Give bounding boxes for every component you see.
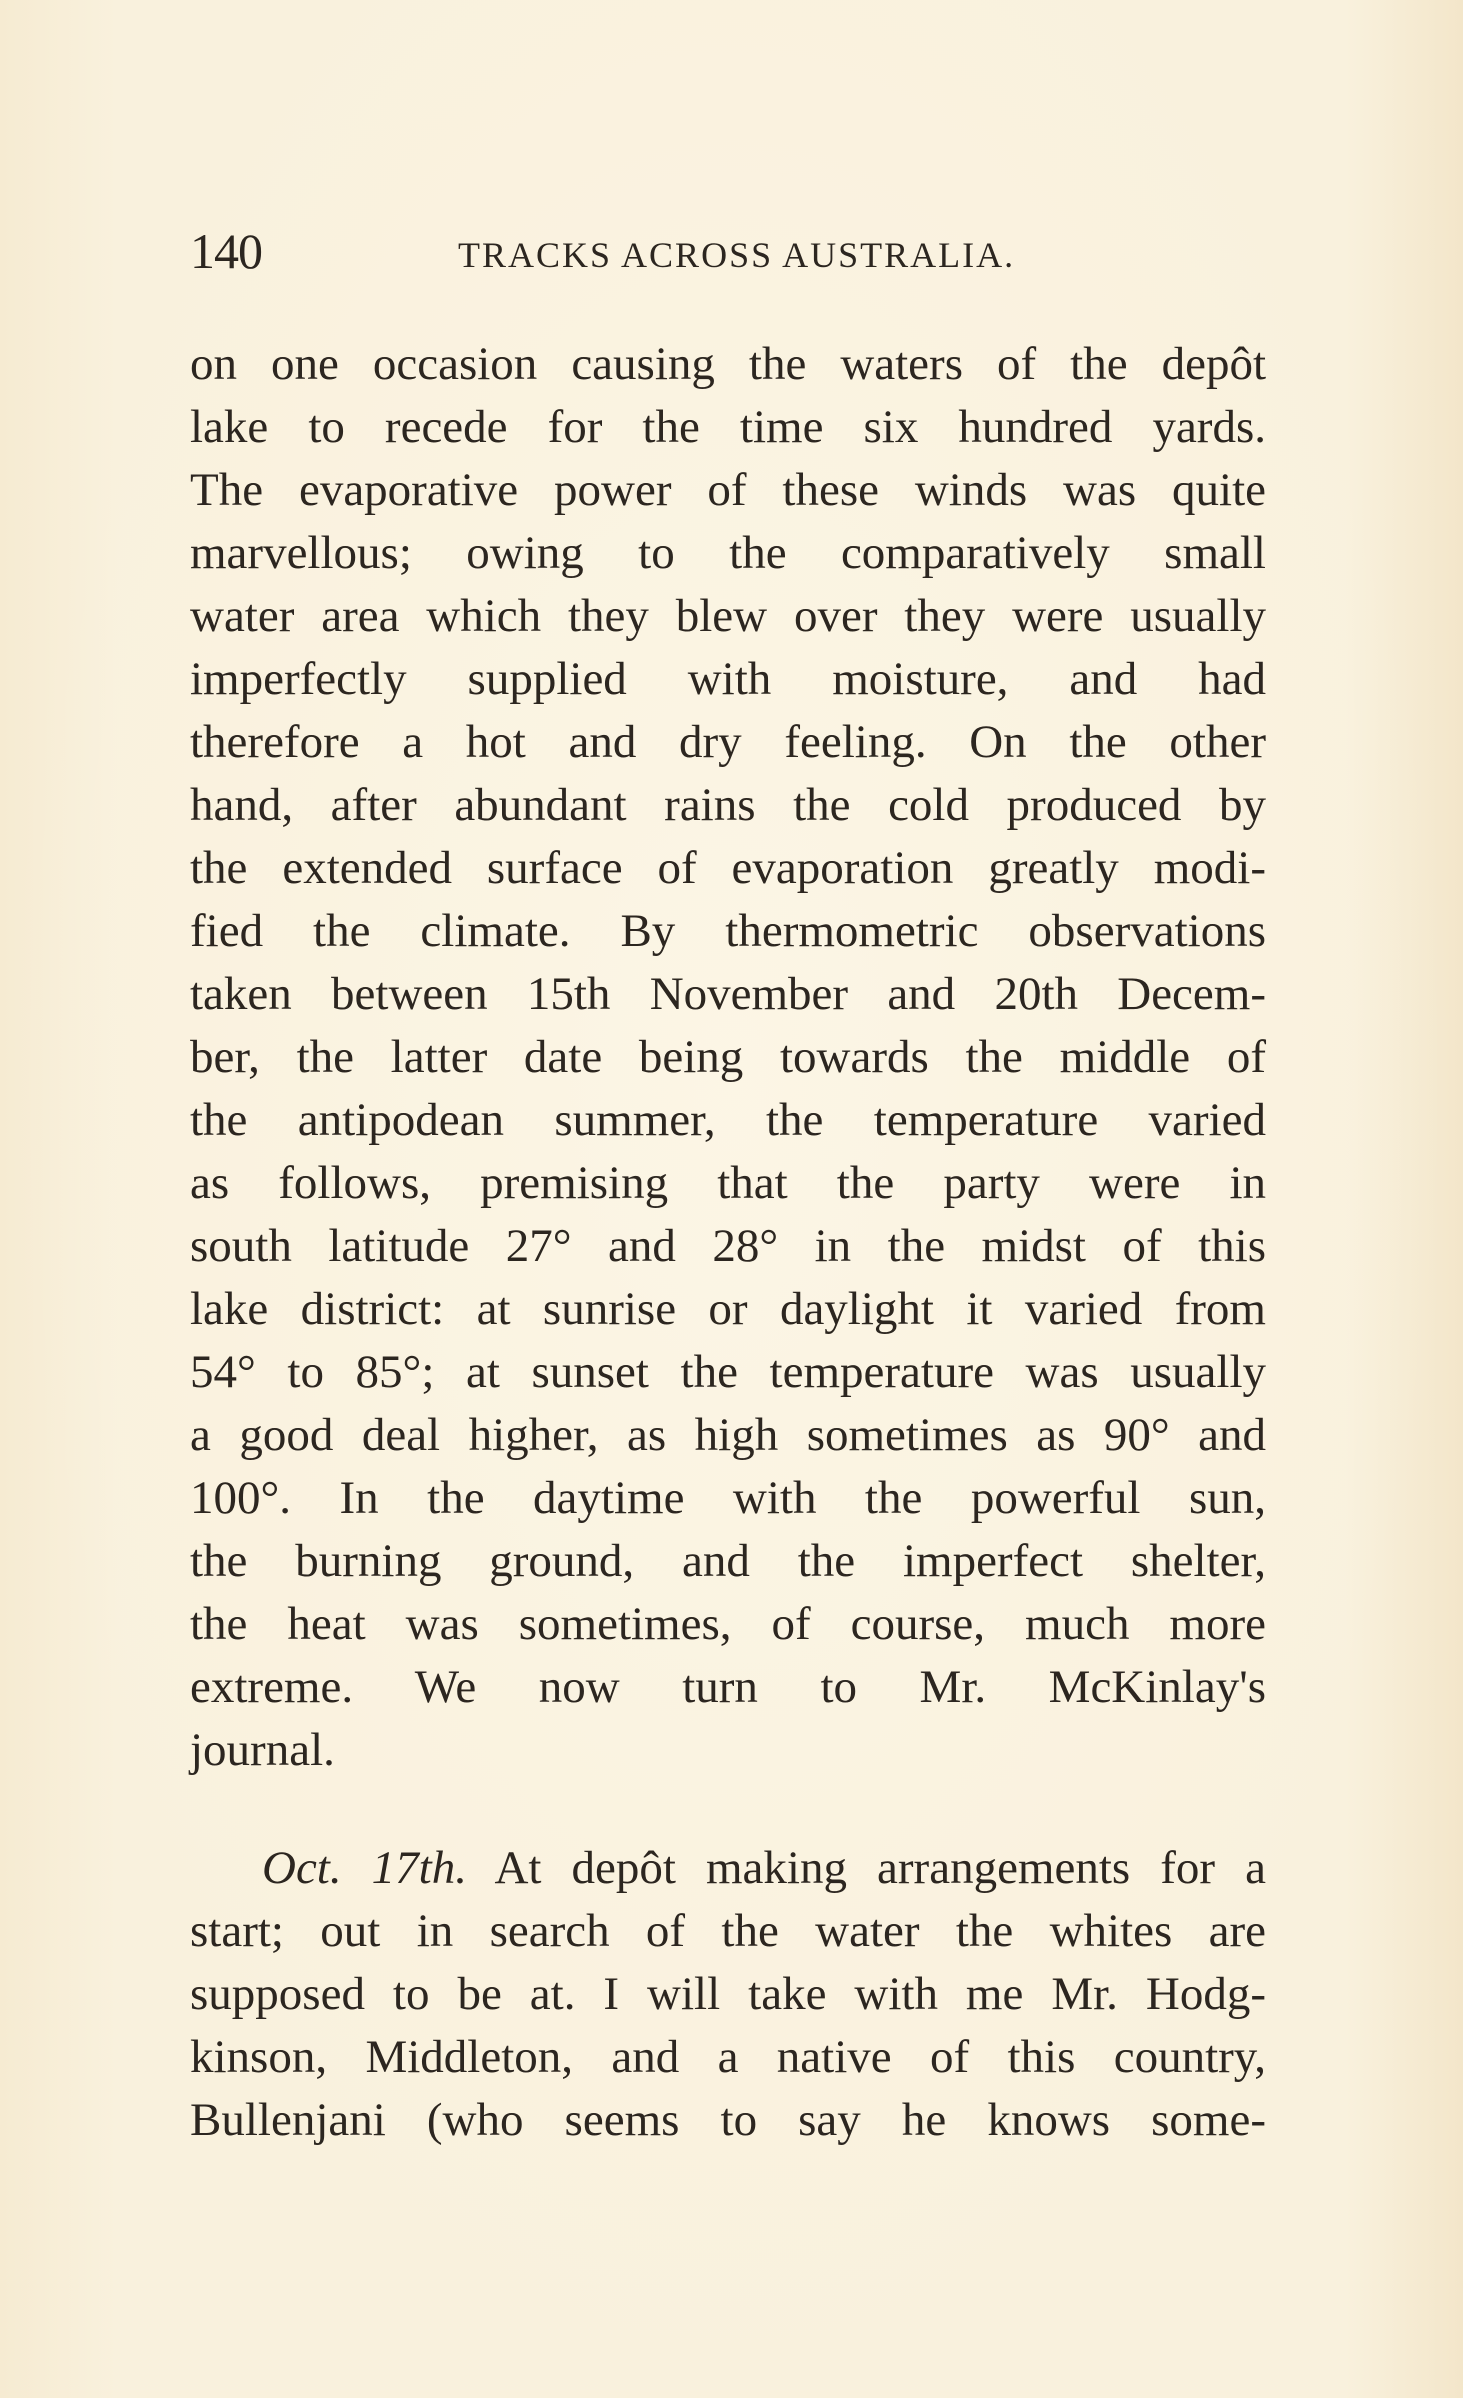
paragraph-2 <box>190 1837 1266 2152</box>
paragraph-line: taken between 15th November and 20th Decem- <box>190 968 1266 1020</box>
paragraph-line: ber, the latter date being towards the middle of <box>190 1031 1266 1083</box>
paragraph-line: a good deal higher, as high sometimes as 90° and <box>190 1409 1266 1461</box>
paragraph-line: as follows, premising that the party were in <box>190 1157 1266 1209</box>
paragraph-line: marvellous; owing to the comparatively small <box>190 527 1266 579</box>
paragraph-line: The evaporative power of these winds was quite <box>190 464 1266 516</box>
paragraph-line: 100°. In the daytime with the powerful sun, <box>190 1472 1266 1524</box>
paragraph-line: fied the climate. By thermometric observations <box>190 905 1266 957</box>
paragraph-line: the antipodean summer, the temperature varied <box>190 1094 1266 1146</box>
paragraph-line: water area which they blew over they were usually <box>190 590 1266 642</box>
paragraph-line: the extended surface of evaporation greatly modi- <box>190 842 1266 894</box>
paragraph-line: the burning ground, and the imperfect shelter, <box>190 1535 1266 1587</box>
paragraph-line: south latitude 27° and 28° in the midst of this <box>190 1220 1266 1272</box>
running-title: TRACKS ACROSS AUSTRALIA. <box>458 235 1016 275</box>
paragraph-line: on one occasion causing the waters of the depôt <box>190 338 1266 390</box>
paragraph-line: imperfectly supplied with moisture, and had <box>190 653 1266 705</box>
paragraph-line: extreme. We now turn to Mr. McKinlay's <box>190 1661 1266 1713</box>
paragraph-line: journal. <box>190 1724 335 1776</box>
paragraph-line: therefore a hot and dry feeling. On the other <box>190 716 1266 768</box>
paragraph-line: start; out in search of the water the whites are <box>190 1905 1266 1957</box>
paragraph-gap <box>190 1782 1266 1837</box>
paragraph-line <box>190 1837 1266 1900</box>
paragraph-line: lake district: at sunrise or daylight it varied from <box>190 1283 1266 1335</box>
date-line-text: At depôt making arrangements for a <box>466 1842 1266 1894</box>
date-label: Oct. 17th. <box>262 1842 467 1894</box>
paragraph-line: Bullenjani (who seems to say he knows some- <box>190 2094 1266 2146</box>
paragraph-line: lake to recede for the time six hundred yards. <box>190 401 1266 453</box>
paragraph-line: supposed to be at. I will take with me Mr. Hodg- <box>190 1968 1266 2020</box>
paragraph-line: kinson, Middleton, and a native of this country, <box>190 2031 1266 2083</box>
paragraph-line: 54° to 85°; at sunset the temperature was usually <box>190 1346 1266 1398</box>
page-number: 140 <box>190 223 262 279</box>
paragraph-1 <box>190 333 1266 1782</box>
running-header <box>190 222 1270 282</box>
paragraph-line: the heat was sometimes, of course, much more <box>190 1598 1266 1650</box>
body-text <box>190 333 1266 2152</box>
paragraph-line: hand, after abundant rains the cold produced by <box>190 779 1266 831</box>
